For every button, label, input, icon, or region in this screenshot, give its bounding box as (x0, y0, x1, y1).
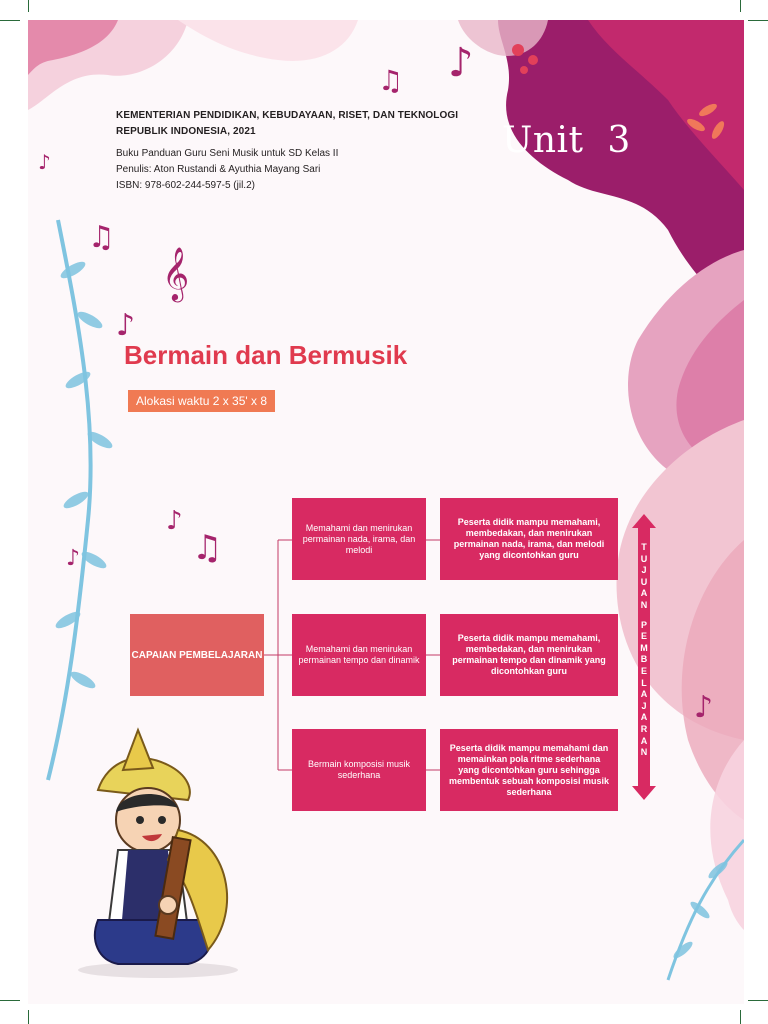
crop-mark (740, 0, 741, 12)
time-allocation: Alokasi waktu 2 x 35' x 8 (128, 390, 275, 412)
book-title: Buku Panduan Guru Seni Musik untuk SD Kelas II (116, 148, 339, 159)
crop-mark (0, 1000, 20, 1001)
music-note-icon: ♪ (694, 690, 714, 725)
goal-box-3: Peserta didik mampu memahami dan memainkan pola ritme sederhana yang dicontohkan guru sehingga membentuk sebuah komposisi musik sederhana (440, 729, 618, 811)
music-note-icon: ♪ (448, 40, 474, 86)
crop-mark (748, 20, 768, 21)
music-note-icon: ♫ (88, 220, 115, 255)
music-note-icon: ♫ (192, 528, 223, 568)
crop-mark (0, 20, 20, 21)
crop-mark (28, 0, 29, 12)
learning-goals-vertical-label: T U J U A N P E M B E L A J A R A N (640, 542, 648, 758)
crop-mark (748, 1000, 768, 1001)
book-page (28, 20, 744, 1004)
publisher-org: KEMENTERIAN PENDIDIKAN, KEBUDAYAAN, RISET, DAN TEKNOLOGI (116, 110, 459, 121)
goal-box-1: Peserta didik mampu memahami, membedakan, dan menirukan permainan nada, irama, dan melodi yang dicontohkan guru (440, 498, 618, 580)
music-note-icon: ♪ (38, 150, 51, 174)
chapter-title: Bermain dan Bermusik (124, 340, 408, 370)
crop-mark (740, 1010, 741, 1024)
book-isbn: ISBN: 978-602-244-597-5 (jil.2) (116, 180, 255, 191)
unit-label: Unit 3 (502, 120, 631, 161)
music-note-icon: ♪ (166, 506, 183, 536)
book-authors: Penulis: Aton Rustandi & Ayuthia Mayang Sari (116, 164, 321, 175)
branch-box-2: Memahami dan menirukan permainan tempo dan dinamik (292, 614, 426, 696)
publisher-year: REPUBLIK INDONESIA, 2021 (116, 126, 256, 137)
branch-box-3: Bermain komposisi musik sederhana (292, 729, 426, 811)
music-note-icon: ♫ (378, 64, 404, 97)
branch-box-1: Memahami dan menirukan permainan nada, irama, dan melodi (292, 498, 426, 580)
treble-clef-icon: 𝄞 (162, 246, 190, 300)
child-with-harp-illustration (58, 720, 248, 980)
crop-mark (28, 1010, 29, 1024)
music-note-icon: ♪ (116, 308, 136, 343)
music-note-icon: ♪ (66, 546, 81, 571)
learning-outcome-box: CAPAIAN PEMBELAJARAN (130, 614, 264, 696)
goal-box-2: Peserta didik mampu memahami, membedakan, dan menirukan permainan tempo dan dinamik yang dicontohkan guru (440, 614, 618, 696)
